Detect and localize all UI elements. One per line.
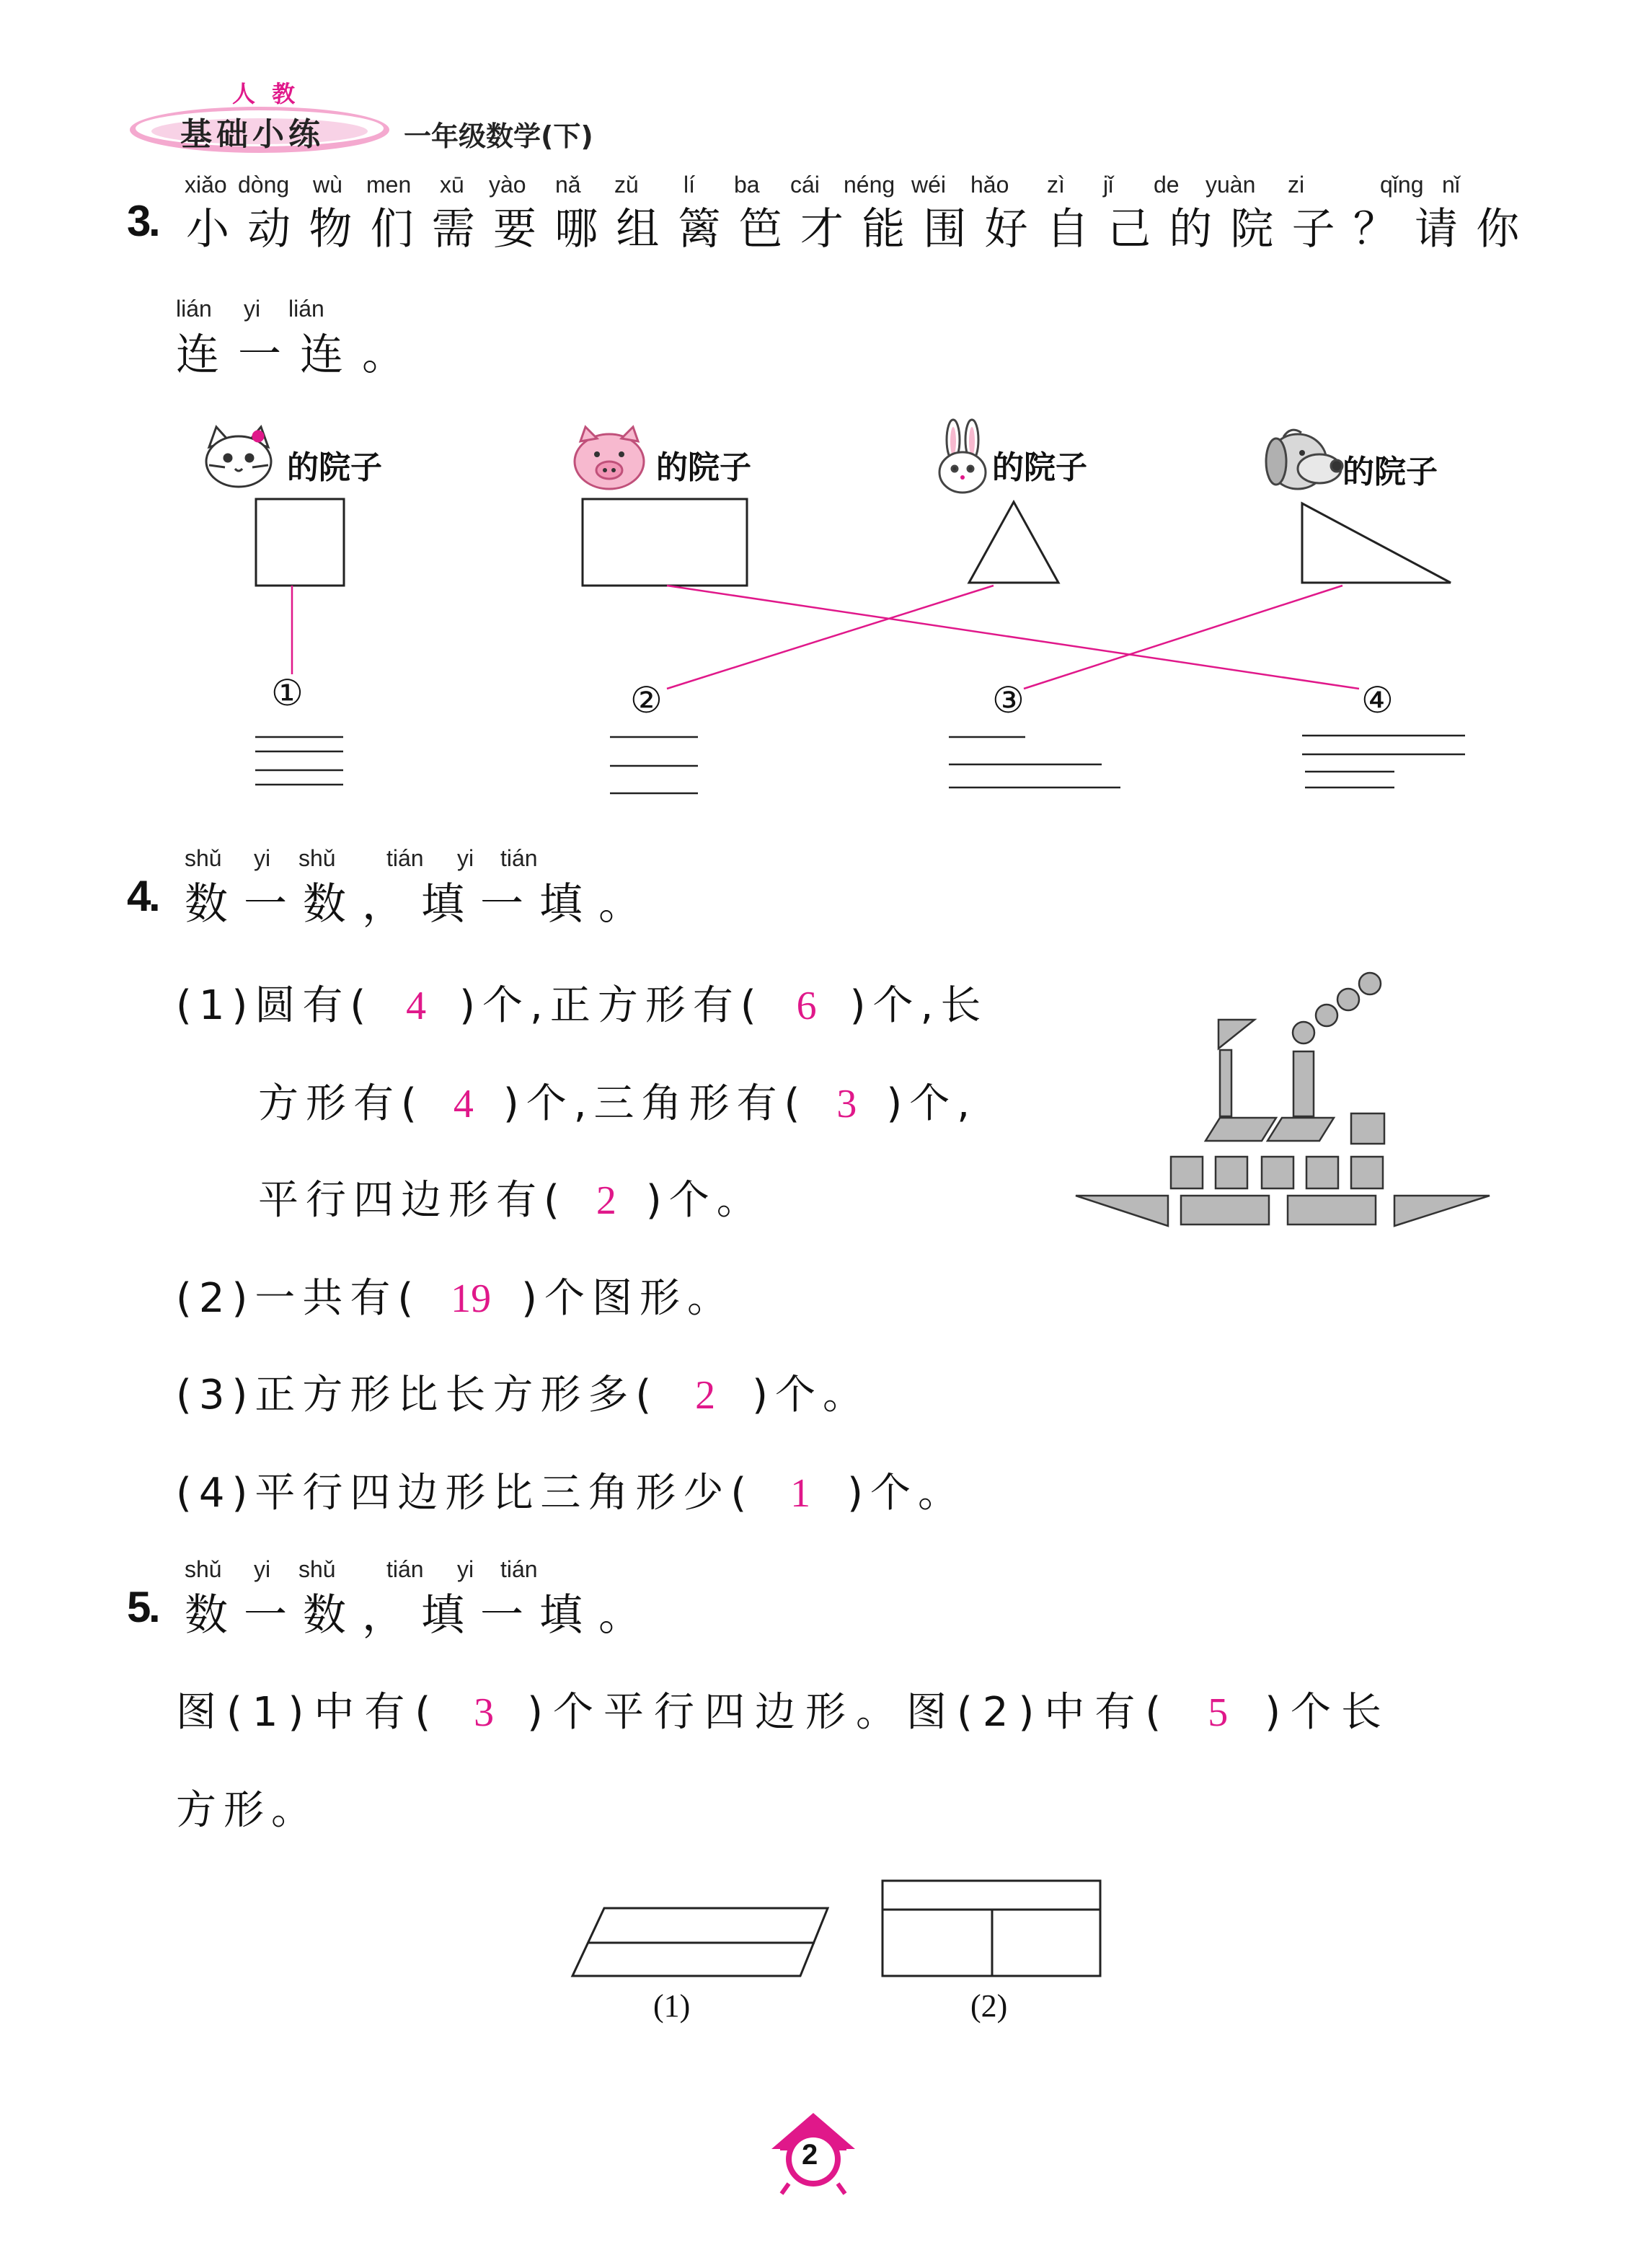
pinyin-syllable: shǔ [298,845,336,871]
pinyin-syllable: lí [684,172,695,198]
cabin-square [1216,1157,1247,1188]
fence-4 [1302,736,1465,787]
deck-parallelogram [1205,1118,1276,1141]
pinyin-syllable: yi [457,1556,474,1582]
dog-icon [1266,430,1342,489]
pinyin-syllable: de [1154,172,1180,198]
page-number: 2 [802,2139,818,2171]
figure-1-caption: (1) [653,1988,691,2024]
pinyin-syllable: zǔ [614,172,639,198]
header-edition: 人 教 [232,80,300,107]
q5-line2: 方形。 [176,1787,319,1834]
yard-square [256,499,344,586]
yard-rectangle [583,499,747,586]
answer-fig1: 3 [474,1690,495,1735]
pinyin-syllable: cái [790,172,820,198]
answer-squares: 6 [796,984,817,1028]
header-subtitle: 一年级数学(下) [404,120,593,152]
yard-right-triangle [1302,503,1451,583]
pinyin-syllable: yi [254,845,271,871]
fence-label-1: ① [271,672,304,714]
pinyin-syllable: jǐ [1103,172,1114,198]
fence-label-3: ③ [992,679,1025,721]
figure-2-rectangles [882,1881,1100,1976]
pinyin-syllable: tián [386,1556,424,1582]
pinyin-syllable: men [366,172,412,198]
matching-diagram [0,0,1628,865]
cabin-square [1351,1157,1383,1188]
pinyin-syllable: yuàn [1205,172,1256,198]
pinyin-syllable: lián [288,296,324,322]
pinyin-syllable: wéi [911,172,947,198]
pig-icon [575,427,644,489]
hull-triangle-right [1394,1196,1490,1226]
fence-label-2: ② [630,679,663,721]
pinyin-syllable: néng [844,172,895,198]
pinyin-syllable: ba [734,172,760,198]
question-title: 数一数，填一填。 [185,879,658,930]
cabin-square [1306,1157,1338,1188]
pinyin-syllable: nǐ [1442,172,1460,198]
answer-circles: 4 [406,984,427,1028]
answer-parallelogram-diff: 1 [790,1471,811,1516]
cabin-square [1262,1157,1293,1188]
question-text: 小动物们需要哪组篱笆才能围好自己的院子？请你 [186,204,1538,255]
chimney-rectangle [1293,1051,1314,1116]
q4-part2: (2)一共有( 19 )个图形。 [176,1275,735,1322]
hull-triangle-left [1076,1196,1168,1226]
pinyin-syllable: tián [500,1556,538,1582]
yard-label-cat: 的院子 [287,449,382,486]
yard-label-pig: 的院子 [656,449,751,486]
pinyin-syllable: zì [1047,172,1065,198]
q5-line1: 图(1)中有( 3 )个平行四边形。图(2)中有( 5 )个长 [176,1689,1392,1736]
match-line-dog [1024,586,1342,689]
fence-label-4: ④ [1361,679,1394,721]
fence-3 [949,737,1120,787]
match-line-rabbit [667,586,994,689]
figure-1-parallelograms [572,1908,828,1976]
smoke-circle [1293,1022,1314,1043]
q4-part1-line3: 平行四边形有( 2 )个。 [258,1177,764,1224]
answer-fig2: 5 [1208,1690,1229,1735]
answer-parallelograms: 2 [596,1178,616,1223]
deck-parallelogram [1268,1118,1334,1141]
smoke-circle [1316,1005,1337,1026]
pinyin-syllable: qǐng [1380,172,1424,198]
yard-label-dog: 的院子 [1342,454,1438,490]
fence-1 [255,737,343,785]
match-line-pig [667,586,1359,689]
question-number: 4 [127,872,151,920]
fence-groups [255,736,1465,793]
cat-icon [206,427,271,487]
q4-part1-line1: (1)圆有( 4 )个,正方形有( 6 )个,长 [176,982,988,1029]
cabin-square [1351,1113,1384,1144]
pinyin-syllable: tián [500,845,538,871]
answer-triangles: 3 [836,1082,857,1126]
fence-2 [610,737,698,793]
question-number: 5 [127,1583,151,1631]
rabbit-icon [939,420,986,493]
figure-2-caption: (2) [970,1988,1008,2024]
pinyin-syllable: tián [386,845,424,871]
pinyin-syllable: shǔ [185,1556,222,1582]
pinyin-syllable: xū [440,172,464,198]
pinyin-syllable: zi [1288,172,1305,198]
question-title: 数一数，填一填。 [185,1590,658,1641]
pinyin-syllable: yi [457,845,474,871]
pinyin-syllable: lián [176,296,212,322]
yard-label-rabbit: 的院子 [992,449,1087,486]
answer-lines [292,586,1359,689]
hull-rectangle [1288,1196,1376,1225]
pinyin-syllable: nǎ [555,172,581,198]
pinyin-syllable: yi [244,296,261,322]
flag-triangle [1218,1020,1255,1049]
pinyin-syllable: shǔ [298,1556,336,1582]
cabin-square [1171,1157,1203,1188]
question-text: 连一连。 [176,330,424,380]
question-number: 3 [127,197,151,245]
pinyin-syllable: wù [313,172,342,198]
q4-part3: (3)正方形比长方形多( 2 )个。 [176,1372,871,1418]
mast-rectangle [1220,1050,1231,1116]
q4-part4: (4)平行四边形比三角形少( 1 )个。 [176,1470,966,1517]
pinyin-syllable: yi [254,1556,271,1582]
yard-triangle [969,502,1058,583]
header-series: 基础小练 [180,116,324,153]
smoke-circle [1337,989,1359,1010]
pinyin-syllable: dòng [238,172,290,198]
pinyin-syllable: shǔ [185,845,222,871]
answer-rectangles: 4 [453,1082,474,1126]
q4-part1-line2: 方形有( 4 )个,三角形有( 3 )个, [258,1080,978,1127]
smoke-circle [1359,973,1381,994]
pinyin-syllable: yào [489,172,526,198]
answer-total: 19 [451,1276,492,1321]
pinyin-syllable: xiǎo [185,172,227,198]
pinyin-syllable: hǎo [970,172,1009,198]
answer-square-diff: 2 [695,1373,716,1418]
hull-rectangle [1181,1196,1269,1225]
